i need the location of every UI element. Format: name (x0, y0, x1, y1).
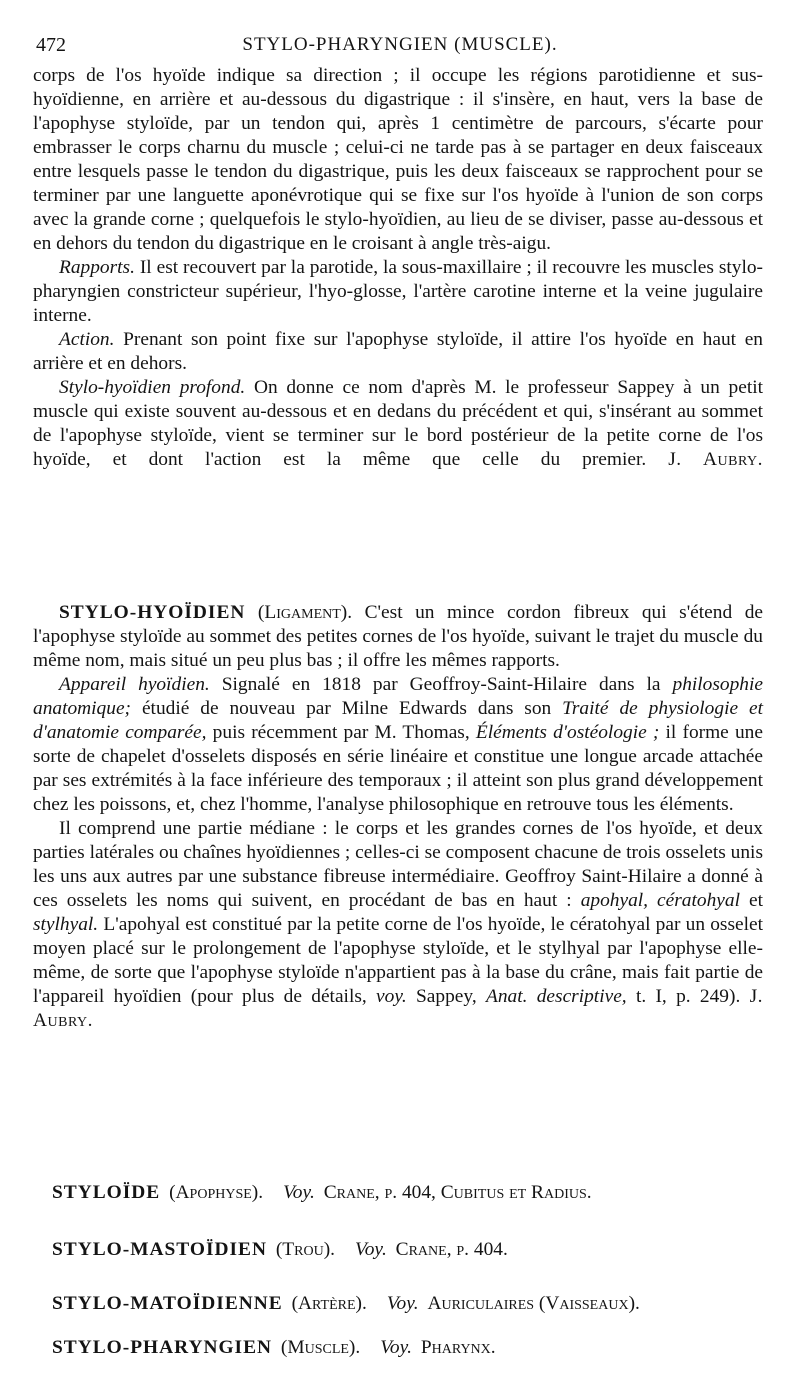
paragraph-text: C'est un mince cordon fibreux qui s'étend de l'apophyse styloïde au sommet des petites cornes de l'os hyoïde, suivant le trajet du muscle du même nom, mais situé un peu plus bas ; il offre les mêmes rapports. (33, 602, 764, 671)
muscle-section (33, 64, 763, 472)
cross-reference-entry (52, 1335, 772, 1361)
entry-heading: STYLO-PHARYNGIEN (52, 1337, 273, 1358)
paragraph-text: Il est recouvert par la parotide, la sous-maxillaire ; il recouvre les muscles stylo-pharyngien constricteur supérieur, l'hyo-glosse, l'artère carotine interne et la veine jugulaire interne. (33, 257, 763, 326)
paragraph-composition (33, 817, 763, 1033)
paragraph-text: Sappey, (406, 986, 486, 1007)
voy-label: Voy. (380, 1337, 413, 1358)
book-title: Éléments d'ostéologie ; (475, 722, 660, 743)
paragraph-text: Signalé en 1818 par Geoffroy-Saint-Hilaire dans la (209, 674, 673, 695)
paragraph-rapports (33, 256, 763, 328)
paragraph-text: corps de l'os hyoïde indique sa direction ; il occupe les régions parotidienne et sus-hyoïdienne, en arrière et au-dessous du digastrique : il s'insère, en haut, vers la base de l'apophyse styloïde, par un tendon qui, après 1 centimètre de parcours, s'écarte pour embrasser le corps charnu du muscle ; celui-ci ne tarde pas à se partager en deux faisceaux entre lesquels passe le tendon du digastrique, puis les deux faisceaux se rapprochent pour se terminer par une languette aponévrotique qui se fixe sur l'os hyoïde à l'union de son corps avec la grande corne ; quelquefois le stylo-hyoïdien, au lieu de se diviser, passe au-dessous et en dehors du tendon du digastrique en le croisant à angle très-aigu. (33, 65, 763, 254)
running-title: STYLO-PHARYNGIEN (MUSCLE). (242, 34, 558, 55)
italic-term: stylhyal. (33, 914, 99, 935)
paragraph-action (33, 328, 763, 376)
cross-reference-entry (52, 1180, 772, 1206)
entry-qualifier: (Ligament). (245, 602, 353, 623)
paragraph-text: Prenant son point fixe sur l'apophyse styloïde, il attire l'os hyoïde en haut en arrière et en dehors. (33, 329, 763, 374)
author-signature: J. Aubry. (668, 449, 763, 470)
entry-reference: Auriculaires (Vaisseaux). (427, 1293, 640, 1314)
entry-qualifier: (Muscle). (280, 1337, 361, 1358)
entry-reference: Crane, p. 404. (395, 1239, 508, 1260)
lead-rapports: Rapports. (59, 257, 135, 278)
lead-profond: Stylo-hyoïdien profond. (59, 377, 246, 398)
paragraph-appareil (33, 673, 763, 817)
italic-term: apohyal, cératohyal (580, 890, 740, 911)
paragraph-text: il forme une sorte de chapelet d'osselets disposés en série linéaire et constitue une longue arcade attachée par ses extrémités à la face inférieure des temporaux ; il atteint son plus grand développement chez les poissons, et, chez l'homme, l'analyse philosophique en retrouve tous les éléments. (33, 722, 763, 815)
paragraph-ligament (33, 601, 763, 673)
paragraph-text: et (739, 890, 763, 911)
book-title: philosophie anatomique; (33, 674, 763, 719)
entry-heading: STYLO-MATOÏDIENNE (52, 1293, 283, 1314)
paragraph-text: étudié de nouveau par Milne Edwards dans son (131, 698, 563, 719)
cross-reference-entry (52, 1291, 772, 1317)
italic-term: voy. (376, 986, 407, 1007)
page-number: 472 (36, 34, 66, 56)
voy-label: Voy. (386, 1293, 419, 1314)
entry-heading: STYLO-HYOÏDIEN (59, 602, 246, 623)
entry-reference: Pharynx. (420, 1337, 496, 1358)
book-title: Traité de physiologie et d'anatomie comparée, (33, 698, 763, 743)
entry-reference: Crane, p. 404, Cubitus et Radius. (323, 1182, 592, 1203)
entry-qualifier: (Artère). (291, 1293, 367, 1314)
paragraph-text: On donne ce nom d'après M. le professeur Sappey à un petit muscle qui existe souvent au-dessous et en dedans du précédent et qui, s'insérant au sommet de l'apophyse styloïde, vient se terminer sur le bord postérieur de la petite corne de l'os hyoïde, et dont l'action est la même que celle du premier. (33, 377, 763, 470)
running-header (36, 34, 764, 62)
entry-heading: STYLO-MASTOÏDIEN (52, 1239, 267, 1260)
ligament-section (33, 601, 763, 1033)
paragraph-text: puis récemment par M. Thomas, (206, 722, 476, 743)
lead-action: Action. (59, 329, 115, 350)
entry-qualifier: (Apophyse). (169, 1182, 264, 1203)
paragraph-text: Il comprend une partie médiane : le corps et les grandes cornes de l'os hyoïde, et deux parties latérales ou chaînes hyoïdiennes ; celles-ci se composent chacune de trois osselets unis les uns aux autres par une substance fibreuse intermédiaire. Geoffroy Saint-Hilaire a donné à ces osselets les noms qui suivent, en procédant de bas en haut : (33, 818, 763, 911)
italic-term: Anat. descriptive, (485, 986, 627, 1007)
paragraph-continuation (33, 64, 763, 256)
lead-appareil: Appareil hyoïdien. (59, 674, 210, 695)
author-signature: J. Aubry. (33, 986, 763, 1031)
voy-label: Voy. (283, 1182, 315, 1203)
paragraph-text: L'apohyal est constitué par la petite corne de l'os hyoïde, le cératohyal par un osselet moyen placé sur le prolongement de l'apophyse styloïde, et le stylhyal par l'apophyse elle-même, de sorte que l'apophyse styloïde n'appartient pas à la base du crâne, mais fait partie de l'appareil hyoïdien (pour plus de détails, (33, 914, 763, 1007)
voy-label: Voy. (355, 1239, 387, 1260)
paragraph-profond (33, 376, 763, 472)
paragraph-text: t. I, p. 249). (626, 986, 741, 1007)
entry-heading: STYLOÏDE (52, 1182, 161, 1203)
entry-qualifier: (Trou). (275, 1239, 336, 1260)
cross-reference-entry (52, 1237, 772, 1263)
